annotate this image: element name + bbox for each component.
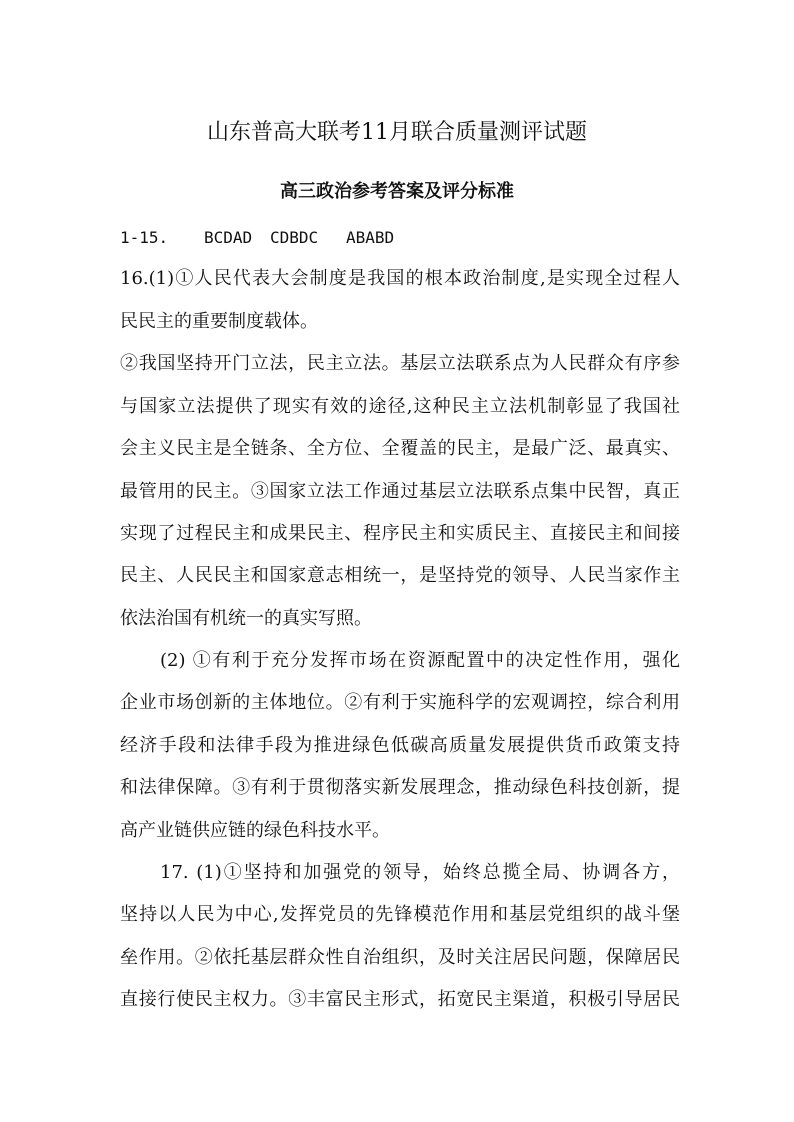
text-line: 17. (1)①坚持和加强党的领导，始终总揽全局、协调各方， — [160, 862, 680, 883]
document-subtitle: 高三政治参考答案及评分标准 — [280, 181, 514, 202]
text-line: 高产业链供应链的绿色科技水平。 — [120, 820, 390, 841]
text-line: 与国家立法提供了现实有效的途径,这种民主立法机制彰显了我国社 — [120, 396, 680, 417]
text-line: 垒作用。②依托基层群众性自治组织，及时关注居民问题，保障居民 — [120, 947, 680, 968]
text-line: 16.(1)①人民代表大会制度是我国的根本政治制度,是实现全过程人 — [120, 268, 680, 289]
text-line: 坚持以人民为中心,发挥党员的先锋模范作用和基层党组织的战斗堡 — [120, 904, 680, 925]
text-line: 和法律保障。③有利于贯彻落实新发展理念，推动绿色科技创新，提 — [120, 777, 680, 798]
answer-range: 1-15. — [120, 228, 169, 247]
text-line: 企业市场创新的主体地位。②有利于实施科学的宏观调控，综合利用 — [120, 692, 680, 713]
answer-group-2: CDBDC — [270, 228, 319, 247]
text-line: 依法治国有机统一的真实写照。 — [120, 608, 372, 629]
answer-group-3: ABABD — [346, 228, 395, 247]
text-line: 实现了过程民主和成果民主、程序民主和实质民主、直接民主和间接 — [120, 523, 680, 544]
text-line: 民民主的重要制度载体。 — [120, 311, 318, 332]
choice-answers-row — [120, 225, 680, 251]
answer-group-1: BCDAD — [204, 228, 253, 247]
text-line: 经济手段和法律手段为推进绿色低碳高质量发展提供货币政策支持 — [120, 735, 680, 756]
text-line: 直接行使民主权力。③丰富民主形式，拓宽民主渠道，积极引导居民 — [120, 989, 680, 1010]
text-line: 最管用的民主。③国家立法工作通过基层立法联系点集中民智，真正 — [120, 481, 680, 502]
text-line: ②我国坚持开门立法，民主立法。基层立法联系点为人民群众有序参 — [120, 353, 680, 374]
text-line: 民主、人民民主和国家意志相统一，是坚持党的领导、人民当家作主 — [120, 565, 680, 586]
text-line: (2) ①有利于充分发挥市场在资源配置中的决定性作用，强化 — [160, 650, 680, 671]
text-line: 会主义民主是全链条、全方位、全覆盖的民主，是最广泛、最真实、 — [120, 438, 680, 459]
document-title: 山东普高大联考11月联合质量测评试题 — [207, 120, 587, 145]
